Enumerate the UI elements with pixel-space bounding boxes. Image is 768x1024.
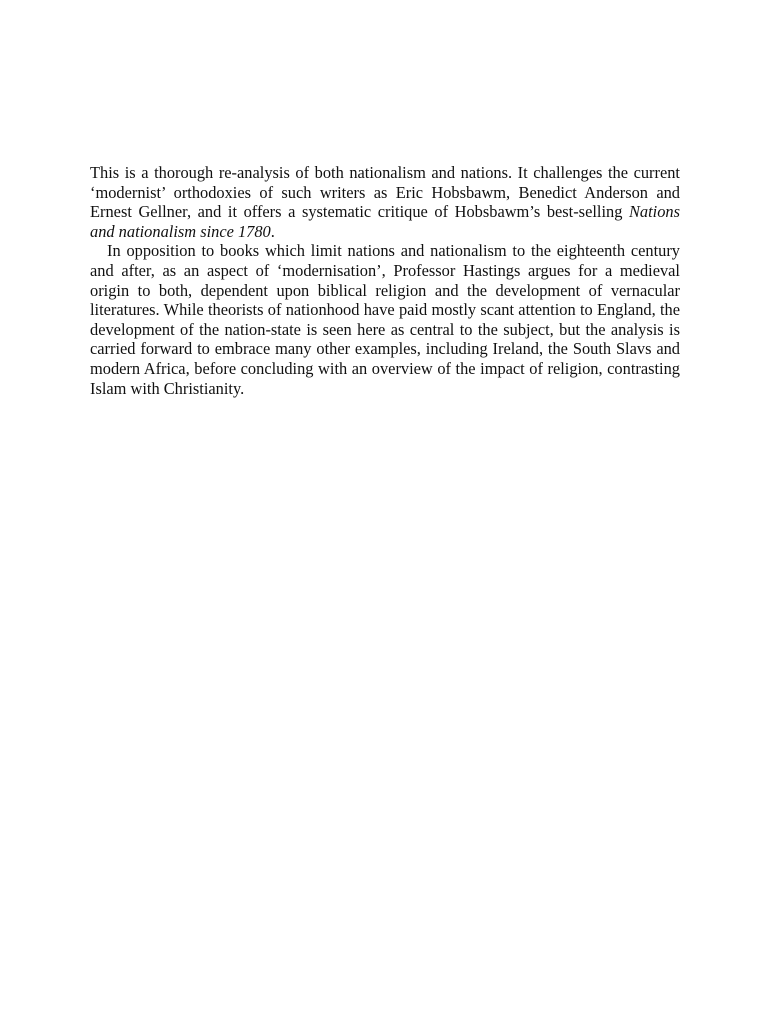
book-description [90,163,680,398]
description-paragraph-1 [90,163,680,241]
paragraph-1-text: This is a thorough re-analysis of both nationalism and nations. It challenges the current ‘modernist’ orthodoxies of such writers as Eric Hobsbawm, Benedict Anderson and Ernest Gellner, and it offers a systematic critique of Hobsbawm’s best-selling [90,163,680,222]
description-paragraph-2: In opposition to books which limit nations and nationalism to the eighteenth century and after, as an aspect of ‘modernisation’, Professor Hastings argues for a medieval origin to both, dependent upon biblical religion and the development of vernacular literatures. While theorists of nationhood have paid mostly scant attention to England, the development of the nation-state is seen here as central to the subject, but the analysis is carried forward to embrace many other examples, including Ireland, the South Slavs and modern Africa, before concluding with an overview of the impact of religion, contrasting Islam with Christianity. [90,241,680,398]
paragraph-1-end: . [270,221,275,241]
book-title-italic: Nations and nationalism since 1780 [90,202,680,241]
